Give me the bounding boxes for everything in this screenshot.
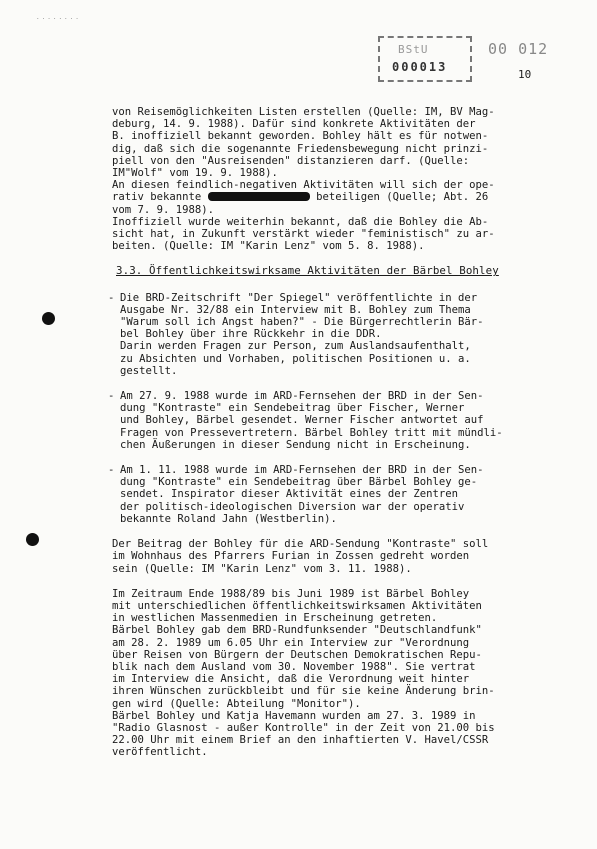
text-segment: beteiligen (Quelle; Abt. 26 xyxy=(316,191,489,204)
text-line: Ausgabe Nr. 32/88 ein Interview mit B. Bohley zum Thema xyxy=(120,303,471,316)
text-line: IM"Wolf" vom 19. 9. 1988). xyxy=(112,167,278,180)
text-line: bel Bohley über ihre Rückkehr in die DDR. xyxy=(120,328,382,341)
text-line: An diesen feindlich-negativen Aktivitäten will sich der ope- xyxy=(112,179,495,192)
text-line: Der Beitrag der Bohley für die ARD-Sendung "Kontraste" soll xyxy=(112,538,489,551)
text-line: chen Äußerungen in dieser Sendung nicht in Erscheinung. xyxy=(120,438,471,451)
text-line: Bärbel Bohley gab dem BRD-Rundfunksender "Deutschlandfunk" xyxy=(112,624,482,637)
text-line: Bärbel Bohley und Katja Havemann wurden am 27. 3. 1989 in xyxy=(112,709,476,722)
text-line: bekannte Roland Jahn (Westberlin). xyxy=(120,512,337,525)
text-line: vom 7. 9. 1988). xyxy=(112,203,215,216)
stamp-label: BStU xyxy=(398,43,429,56)
archive-stamp xyxy=(378,36,472,82)
corner-mark: ........ xyxy=(36,14,81,21)
text-line: sein (Quelle: IM "Karin Lenz" vom 3. 11. 1988). xyxy=(112,562,412,575)
text-line: am 28. 2. 1989 um 6.05 Uhr ein Interview zur "Verordnung xyxy=(112,636,470,649)
text-line: beiten. (Quelle: IM "Karin Lenz" vom 5. 8. 1988). xyxy=(112,240,425,253)
text-line: dung "Kontraste" ein Sendebeitrag über Fischer, Werner xyxy=(120,402,465,415)
stamp-number: 000013 xyxy=(392,60,448,74)
text-line: blik nach dem Ausland vom 30. November 1988". Sie vertrat xyxy=(112,660,476,673)
text-line: und Bohley, Bärbel gesendet. Werner Fischer antwortet auf xyxy=(120,414,484,427)
page-number: 10 xyxy=(518,68,532,81)
text-line: B. inoffiziell bekannt geworden. Bohley hält es für notwen- xyxy=(112,130,489,143)
text-line: sicht hat, in Zukunft verstärkt wieder "feministisch" zu ar- xyxy=(112,228,495,241)
bullet-item xyxy=(108,390,562,451)
document-body xyxy=(108,106,562,759)
text-line: dig, daß sich die sogenannte Friedensbewegung nicht prinzi- xyxy=(112,142,489,155)
text-line: von Reisemöglichkeiten Listen erstellen (Quelle: IM, BV Mag- xyxy=(112,106,495,118)
text-line: ihren Wünschen zurückbleibt und für sie keine Änderung brin- xyxy=(112,685,495,698)
text-line: piell von den "Ausreisenden" distanzieren darf. (Quelle: xyxy=(112,154,470,167)
text-line: sendet. Inspirator dieser Aktivität eines der Zentren xyxy=(120,488,459,501)
text-line: - Die BRD-Zeitschrift "Der Spiegel" veröffentlichte in der xyxy=(108,291,478,304)
text-line: veröffentlicht. xyxy=(112,746,208,759)
text-line: Darin werden Fragen zur Person, zum Auslandsaufenthalt, xyxy=(120,340,471,353)
text-line: "Radio Glasnost - außer Kontrolle" in der Zeit von 21.00 bis xyxy=(112,721,495,734)
text-line: 22.00 Uhr mit einem Brief an den inhaftierten V. Havel/CSSR xyxy=(112,734,489,747)
text-line: Inoffiziell wurde weiterhin bekannt, daß die Bohley die Ab- xyxy=(112,215,489,228)
punch-hole xyxy=(26,533,39,546)
document-number: 00 012 xyxy=(488,40,549,58)
text-line: - Am 27. 9. 1988 wurde im ARD-Fernsehen der BRD in der Sen- xyxy=(108,390,484,403)
text-line: im Wohnhaus des Pfarrers Furian in Zossen gedreht worden xyxy=(112,550,470,563)
text-line: "Warum soll ich Angst haben?" - Die Bürgerrechtlerin Bär- xyxy=(120,316,484,329)
text-line: gestellt. xyxy=(120,364,178,377)
section-heading: 3.3. Öffentlichkeitswirksame Aktivitäten der Bärbel Bohley xyxy=(116,264,499,278)
text-line: zu Absichten und Vorhaben, politischen Positionen u. a. xyxy=(120,352,471,365)
text-line: deburg, 14. 9. 1988). Dafür sind konkrete Aktivitäten der xyxy=(112,118,476,131)
text-line: gen wird (Quelle: Abteilung "Monitor"). xyxy=(112,697,361,710)
text-line: Im Zeitraum Ende 1988/89 bis Juni 1989 ist Bärbel Bohley xyxy=(112,587,470,600)
bullet-item xyxy=(108,464,562,525)
text-line: der politisch-ideologischen Diversion war der operativ xyxy=(120,500,465,513)
text-line: in westlichen Massenmedien in Erscheinung getreten. xyxy=(112,612,438,625)
text-segment: rativ bekannte xyxy=(112,191,202,204)
text-line: mit unterschiedlichen öffentlichkeitswirksamen Aktivitäten xyxy=(112,599,482,612)
bullet-item xyxy=(108,291,562,377)
redacted-line xyxy=(112,191,562,203)
punch-hole xyxy=(42,312,55,325)
text-line: - Am 1. 11. 1988 wurde im ARD-Fernsehen der BRD in der Sen- xyxy=(108,464,484,477)
text-line: im Interview die Ansicht, daß die Verordnung weit hinter xyxy=(112,673,470,686)
text-line: über Reisen von Bürgern der Deutschen Demokratischen Repu- xyxy=(112,648,482,661)
text-line: dung "Kontraste" ein Sendebeitrag über Bärbel Bohley ge- xyxy=(120,476,478,489)
redaction-bar xyxy=(208,192,310,201)
text-line: Fragen von Pressevertretern. Bärbel Bohley tritt mit mündli- xyxy=(120,426,503,439)
